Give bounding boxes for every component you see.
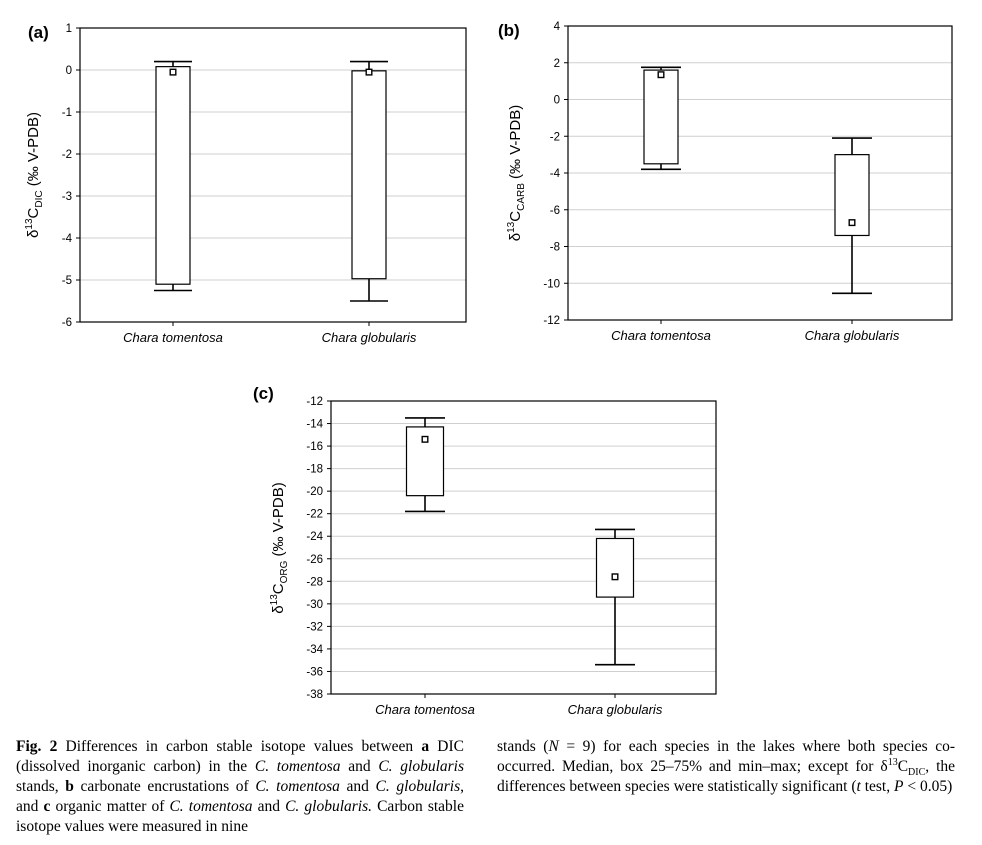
y-tick-label: -24	[306, 531, 323, 544]
plot-frame	[80, 28, 466, 322]
y-tick-label: -34	[306, 643, 323, 656]
y-tick-label: -30	[306, 598, 323, 611]
panel-label: (b)	[498, 21, 520, 40]
caption-fragment: test,	[860, 778, 894, 795]
y-tick-label: -1	[61, 107, 72, 119]
plot-frame	[331, 401, 716, 694]
y-tick-label: -14	[306, 418, 323, 431]
x-category-label: Chara tomentosa	[375, 702, 475, 717]
caption-fragment: 13	[887, 756, 898, 768]
chart-panel-c	[253, 384, 716, 717]
y-tick-label: 1	[65, 23, 72, 35]
x-category-label: Chara tomentosa	[123, 330, 223, 345]
box-iqr	[352, 71, 386, 279]
y-tick-label: -10	[543, 278, 560, 291]
caption-fragment: = 9) for each species in the lakes where both species co-occurred. Median, box 25–75% and min–max; except for δ	[497, 738, 956, 775]
y-tick-label: -12	[543, 315, 560, 327]
caption-fragment: and	[340, 758, 379, 775]
caption-fragment: C	[897, 758, 909, 775]
y-tick-label: -4	[549, 168, 560, 180]
y-tick-label: -28	[306, 576, 323, 589]
panel-label: (c)	[253, 384, 274, 403]
y-tick-label: -12	[306, 396, 323, 408]
box-chara-tomentosa	[641, 67, 681, 169]
chart-panel-b	[498, 21, 952, 343]
y-tick-label: -22	[306, 508, 323, 521]
chart-panel-a	[24, 23, 466, 345]
y-tick-label: 4	[553, 21, 560, 33]
y-tick-label: -32	[306, 621, 323, 634]
caption-fragment: N	[548, 738, 559, 755]
caption-fragment: and	[252, 798, 286, 815]
median-marker	[658, 72, 664, 78]
y-tick-label: -16	[306, 441, 323, 454]
median-marker	[612, 574, 618, 580]
figure-caption-left	[16, 737, 464, 837]
caption-fragment: t	[856, 778, 861, 795]
figure-caption-right	[497, 737, 955, 797]
caption-fragment: stands,	[16, 778, 66, 795]
caption-fragment: a	[421, 738, 430, 755]
caption-fragment: , and	[16, 778, 464, 815]
caption-fragment: Differences in carbon stable isotope values between	[57, 738, 422, 755]
caption-fragment: organic matter of	[50, 798, 170, 815]
x-category-label: Chara globularis	[567, 702, 663, 717]
caption-fragment: C. globularis.	[285, 798, 372, 815]
y-tick-label: 2	[553, 57, 560, 70]
y-tick-label: -3	[61, 191, 72, 203]
caption-fragment: stands (	[497, 738, 549, 755]
median-marker	[422, 437, 428, 443]
y-tick-label: 0	[553, 94, 560, 107]
panel-label: (a)	[28, 23, 49, 42]
caption-fragment: C. tomentosa	[255, 778, 340, 795]
y-tick-label: -2	[549, 131, 560, 144]
box-iqr	[597, 538, 634, 597]
median-marker	[170, 69, 176, 75]
caption-fragment: and	[339, 778, 376, 795]
y-tick-label: -2	[61, 149, 72, 161]
caption-left-text	[16, 737, 464, 837]
box-chara-globularis	[350, 62, 388, 301]
y-axis-label: $\delta^{13}C_{DIC}$ (‰ V-PDB)	[24, 112, 45, 238]
caption-fragment: C. tomentosa	[254, 758, 341, 775]
box-chara-globularis	[595, 529, 635, 664]
caption-fragment: P	[893, 778, 904, 795]
median-marker	[849, 220, 855, 226]
median-marker	[366, 69, 372, 75]
caption-fragment: Carbon stable isotope values were measured in nine	[16, 798, 464, 835]
caption-fragment: DIC (dissolved inorganic carbon) in the	[16, 738, 465, 775]
y-tick-label: -38	[306, 689, 323, 701]
x-category-label: Chara globularis	[804, 328, 900, 343]
x-category-label: Chara globularis	[321, 330, 417, 345]
y-axis-label: $\delta^{13}C_{CARB}$ (‰ V-PDB)	[506, 104, 527, 242]
caption-fragment: < 0.05)	[903, 778, 953, 795]
caption-fragment: C. tomentosa	[169, 798, 253, 815]
box-chara-globularis	[832, 138, 872, 293]
y-tick-label: -5	[61, 275, 72, 287]
y-tick-label: -36	[306, 666, 323, 679]
y-tick-label: -4	[61, 233, 72, 245]
box-iqr	[156, 67, 190, 285]
box-chara-tomentosa	[405, 418, 445, 512]
y-tick-label: -6	[61, 317, 72, 329]
y-tick-label: 0	[65, 65, 72, 77]
caption-fragment: C. globularis	[375, 778, 461, 795]
x-category-label: Chara tomentosa	[611, 328, 711, 343]
caption-fragment: c	[43, 798, 51, 815]
y-tick-label: -18	[306, 463, 323, 476]
caption-fragment: b	[65, 778, 74, 795]
y-tick-label: -8	[549, 241, 560, 254]
y-tick-label: -26	[306, 553, 323, 566]
caption-fragment: , the differences between species were statistically significant (	[497, 758, 956, 795]
caption-fragment: Fig. 2	[16, 738, 58, 755]
box-iqr	[644, 70, 678, 164]
caption-right-text	[497, 737, 955, 797]
caption-fragment: DIC	[908, 767, 926, 779]
y-axis-label: $\delta^{13}C_{ORG}$ (‰ V-PDB)	[269, 482, 290, 614]
box-chara-tomentosa	[154, 62, 192, 291]
caption-fragment: C. globularis	[378, 758, 465, 775]
y-tick-label: -6	[549, 204, 560, 217]
caption-fragment: carbonate encrustations of	[73, 778, 256, 795]
y-tick-label: -20	[306, 486, 323, 499]
